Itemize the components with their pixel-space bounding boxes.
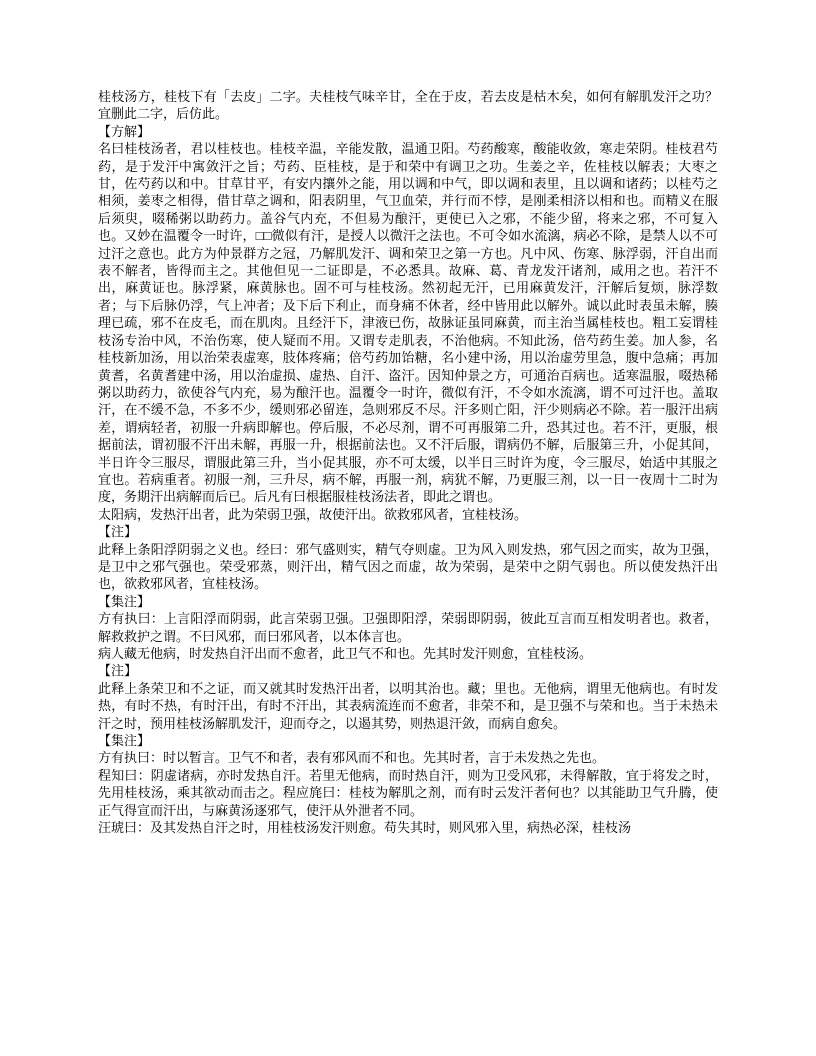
section-heading: 【集注】 [98, 733, 151, 749]
paragraph: 病人藏无他病，时发热自汗出而不愈者，此卫气不和也。先其时发汗则愈，宜桂枝汤。 [98, 646, 593, 661]
paragraph: 太阳病，发热汗出者，此为荣弱卫强，故使汗出。欲救邪风者，宜桂枝汤。 [98, 506, 528, 522]
paragraph: 此释上条荣卫和不之证，而又就其时发热汗出者，以明其治也。藏；里也。无他病，谓里无他病也。有时发热，有时不热，有时汗出，有时不汗出，其表病流连而不愈者，非荣不和，是卫强不与荣和也。当于未热未汗之时，预用桂枝汤解肌发汗，迎而夺之，以遏其势，则热退汗敛，而病自愈矣。 [98, 680, 718, 731]
paragraph: 此释上条阳浮阴弱之义也。经曰：邪气盛则实，精气夺则虚。卫为风入则发热，邪气因之而实，故为卫强，是卫中之邪气强也。荣受邪蒸，则汗出，精气因之而虚，故为荣弱，是荣中之阴气弱也。所以使发热汗出也，欲救邪风者，宜桂枝汤。 [98, 541, 718, 592]
document-body [98, 88, 718, 836]
paragraph: 程知曰：阴虚诸病，亦时发热自汗。若里无他病，而时热自汗，则为卫受风邪，未得解散，宜于将发之时，先用桂枝汤，乘其欲动而击之。程应旄曰：桂枝为解肌之剂，而有时云发汗者何也？以其能助卫气升腾，使正气得宣而汗出，与麻黄汤逐邪气，使汗从外泄者不同。 [98, 767, 718, 818]
section-heading: 【方解】 [98, 123, 151, 139]
paragraph: 桂枝汤方，桂枝下有「去皮」二字。夫桂枝气味辛甘，全在于皮，若去皮是枯木矣，如何有解肌发汗之功？宜删此二字，后仿此。 [98, 89, 718, 122]
section-heading: 【注】 [98, 663, 138, 679]
paragraph: 方有执曰：上言阳浮而阴弱，此言荣弱卫强。卫强即阳浮，荣弱即阴弱，彼此互言而互相发明者也。救者，解救救护之谓。不曰风邪，而曰邪风者，以本体言也。 [98, 611, 718, 644]
section-heading: 【集注】 [98, 593, 151, 609]
paragraph: 汪琥曰：及其发热自汗之时，用桂枝汤发汗则愈。苟失其时，则风邪入里，病热必深，桂枝汤 [98, 820, 632, 836]
section-heading: 【注】 [98, 524, 138, 540]
paragraph: 名曰桂枝汤者，君以桂枝也。桂枝辛温，辛能发散，温通卫阳。芍药酸寒，酸能收敛，寒走荣阴。桂枝君芍药，是于发汗中寓敛汗之旨；芍药、臣桂枝，是于和荣中有调卫之功。生姜之辛，佐桂枝以解表；大枣之甘，佐芍药以和中。甘草甘平，有安内攘外之能，用以调和中气，即以调和表里，且以调和诸药；以桂芍之相须，姜枣之相得，借甘草之调和，阳表阴里，气卫血荣，并行而不悖，是刚柔相济以相和也。而精义在服后须臾，啜稀粥以助药力。盖谷气内充，不但易为酿汗，更使已入之邪，不能少留，将来之邪，不可复入也。又妙在温覆令一时许，□□微似有汗，是授人以微汗之法也。不可令如水流漓，病必不除，是禁人以不可过汗之意也。此方为仲景群方之冠，乃解肌发汗、调和荣卫之第一方也。凡中风、伤寒、脉浮弱，汗自出而表不解者，皆得而主之。其他但见一二证即是，不必悉具。故麻、葛、青龙发汗诸剂，咸用之也。若汗不出，麻黄证也。脉浮紧，麻黄脉也。固不可与桂枝汤。然初起无汗，已用麻黄发汗，汗解后复烦，脉浮数者；与下后脉仍浮，气上冲者；及下后下利止，而身痛不休者，经中皆用此以解外。诚以此时表虽未解，腠理已疏，邪不在皮毛，而在肌肉。且经汗下，津液已伤，故脉证虽同麻黄，而主治当属桂枝也。粗工妄谓桂枝汤专治中风，不治伤寒，使人疑而不用。又谓专走肌表，不治他病。不知此汤，倍芍药生姜。加人参，名桂枝新加汤，用以治荣表虚寒，肢体疼痛；倍芍药加饴糖，名小建中汤，用以治虚劳里急，腹中急痛；再加黄耆，名黄耆建中汤，用以治虚损、虚热、自汗、盗汗。因知仲景之方，可通治百病也。适寒温服，啜热稀粥以助药力，欲使谷气内充，易为酿汗也。温覆令一时许，微似有汗，不令如水流漓，谓不可过汗也。盖取汗，在不缓不急，不多不少，缓则邪必留连，急则邪反不尽。汗多则亡阳，汗少则病必不除。若一服汗出病差，谓病轻者，初服一升病即解也。停后服，不必尽剂，谓不可再服第二升，恐其过也。若不汗，更服，根据前法，谓初服不汗出未解，再服一升，根据前法也。又不汗后服，谓病仍不解，后服第三升，小促其间，半日许令三服尽，谓服此第三升，当小促其服，亦不可太缓，以半日三时许为度，令三服尽，始适中其服之宜也。若病重者。初服一剂，三升尽，病不解，再服一剂，病犹不解，乃更服三剂，以一日一夜周十二时为度，务期汗出病解而后已。后凡有曰根据服桂枝汤法者，即此之谓也。 [98, 141, 718, 505]
paragraph: 方有执曰：时以暂言。卫气不和者，表有邪风而不和也。先其时者，言于未发热之先也。 [98, 750, 606, 766]
